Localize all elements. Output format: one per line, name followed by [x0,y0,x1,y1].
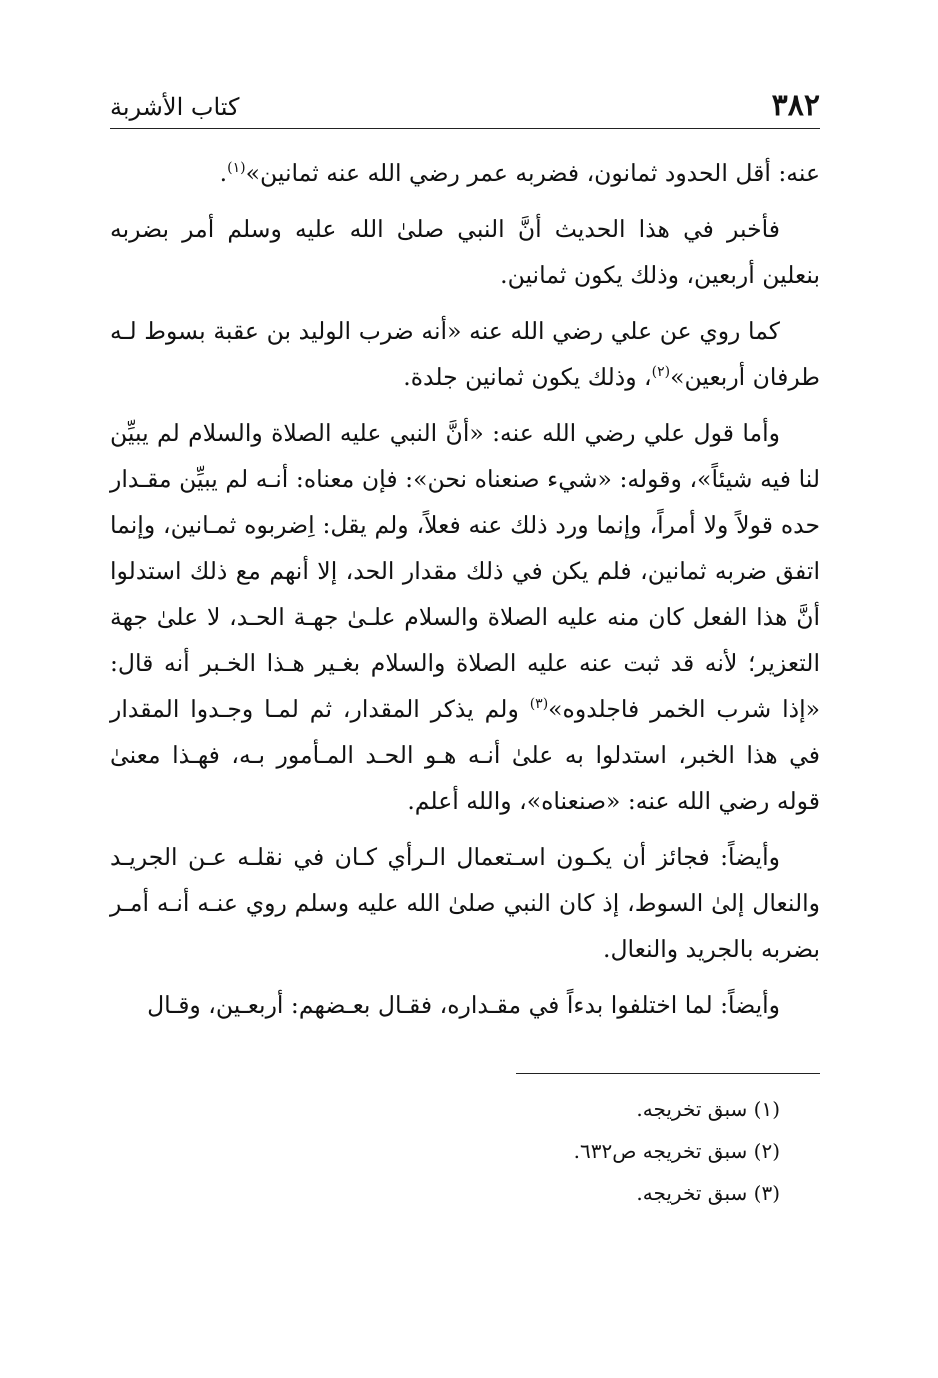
footnotes [574,1088,780,1214]
footnote-ref-2: (٢) [651,364,671,381]
footnote-2: (٢) سبق تخريجه ص٦٣٢. [573,1139,780,1163]
body-text [110,150,820,1038]
page-number: ٣٨٢ [771,88,820,123]
footnote-ref-3: (٣) [529,696,549,713]
footnote-divider [516,1073,820,1074]
header-divider [110,128,820,129]
footnote-1: (١) سبق تخريجه. [636,1097,780,1121]
paragraph-3: كما روي عن علي رضي الله عنه «أنه ضرب الوليد بن عقبة بسوط لـه طرفان أربعين»$^{(٢)}$، وذلك يكون ثمانين جلدة. [110,317,820,391]
footnote-3: (٣) سبق تخريجه. [636,1181,780,1205]
paragraph-1: عنه: أقل الحدود ثمانون، فضربه عمر رضي الله عنه ثمانين»$^{(١)}$. [219,159,820,187]
paragraph-5: وأيضاً: فجائز أن يكـون اسـتعمال الـرأي كـان في نقلـه عـن الجريـد والنعال إلىٰ السوط، إذ كان النبي صلىٰ الله عليه وسلم روي عنـه أنـه أمـر بضربه بالجريد والنعال. [110,843,820,963]
footnote-ref-1: (١) [227,160,246,177]
paragraph-2: فأخبر في هذا الحديث أنَّ النبي صلىٰ الله عليه وسلم أمر بضربه بنعلين أربعين، وذلك يكون ثمانين. [110,215,820,289]
paragraph-6: وأيضاً: لما اختلفوا بدءاً في مقـداره، فقـال بعـضهم: أربعـين، وقـال [147,991,780,1019]
paragraph-4: وأما قول علي رضي الله عنه: «أنَّ النبي عليه الصلاة والسلام لم يبيِّن لنا فيه شيئاً»، وقوله: «شيء صنعناه نحن»: فإن معناه: أنـه لم يبيِّن مقـدار حده قولاً ولا أمراً، وإنما ورد ذلك عنه فعلاً، ولم يقل: اِضربوه ثمـانين، وإنما اتفق ضربه ثمانين، فلم يكن في ذلك مقدار الحد، إلا أنهم مع ذلك استدلوا أنَّ هذا الفعل كان منه عليه الصلاة والسلام علـىٰ جهـة الحـد، لا علىٰ جهة التعزير؛ لأنه قد ثبت عنه عليه الصلاة والسلام بغـير هـذا الخـبر أنه قال: «إذا شرب الخمر فاجلدوه»$^{(٣)}$ ولم يذكر المقدار، ثم لمـا وجـدوا المقدار في هذا الخبر، استدلوا به علىٰ أنـه هـو الحـد المـأمور بـه، فهـذا معنىٰ قوله رضي الله عنه: «صنعناه»، والله أعلم. [110,419,821,815]
page-header [110,86,820,122]
running-title: كتاب الأشربة [110,93,240,121]
